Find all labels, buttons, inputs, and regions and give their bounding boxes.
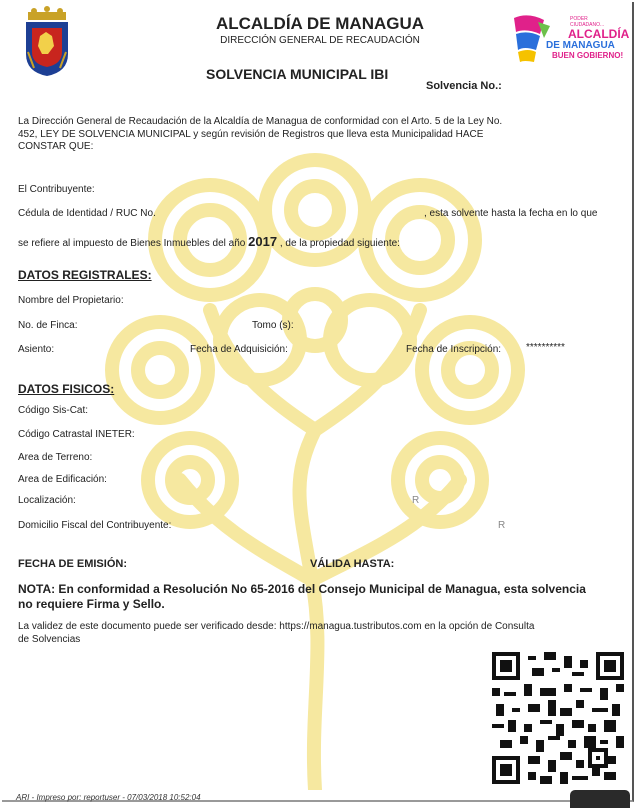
fiscal-address-residual: R xyxy=(498,520,506,531)
siscat-code-label: Código Sis-Cat: xyxy=(18,405,89,416)
solvent-text: , esta solvente hasta la fecha en lo que xyxy=(424,208,598,219)
solvency-number-label: Solvencia No.: xyxy=(426,80,502,92)
intro-paragraph xyxy=(18,116,616,154)
fiscal-address-label: Domicilio Fiscal del Contribuyente: xyxy=(18,520,172,531)
note-line-1: NOTA: En conformidad a Resolución No 65-2016 del Consejo Municipal de Managua, esta solvencia xyxy=(18,582,586,596)
managua-coat-of-arms xyxy=(22,6,72,78)
tax-text xyxy=(18,234,400,249)
print-footer: ARI - Impreso por: reportuser - 07/03/2018 10:52:04 xyxy=(16,793,201,802)
logo-line1: PODER xyxy=(570,16,588,22)
verification-qr-code xyxy=(492,652,624,784)
building-area-label: Area de Edificación: xyxy=(18,474,107,485)
viewer-corner-tab xyxy=(570,790,630,808)
tax-year: 2017 xyxy=(248,234,278,249)
farm-number-label: No. de Finca: xyxy=(18,320,78,331)
issue-date-label: FECHA DE EMISIÓN: xyxy=(18,558,127,570)
valid-until-label: VÁLIDA HASTA: xyxy=(310,558,395,570)
logo-line5: BUEN GOBIERNO! xyxy=(552,51,624,60)
department-subtitle: DIRECCIÓN GENERAL DE RECAUDACIÓN xyxy=(220,35,420,46)
taxpayer-label: El Contribuyente: xyxy=(18,184,95,195)
land-area-label: Area de Terreno: xyxy=(18,452,93,463)
resolution-note xyxy=(18,582,618,612)
acquisition-date-label: Fecha de Adquisición: xyxy=(190,344,288,355)
logo-line3: ALCALDÍA xyxy=(568,27,630,41)
verification-text xyxy=(18,621,616,646)
tax-text-label: se refiere al impuesto de Bienes Inmuebles del año xyxy=(18,238,246,249)
intro-line-2: 452, LEY DE SOLVENCIA MUNICIPAL y según revisión de Registros que lleva esta Municipalidad HACE xyxy=(18,128,484,140)
document-title: SOLVENCIA MUNICIPAL IBI xyxy=(206,66,389,82)
ineter-code-label: Código Catrastal INETER: xyxy=(18,429,135,440)
id-label: Cédula de Identidad / RUC No. xyxy=(18,208,156,219)
intro-line-3: CONSTAR QUE: xyxy=(18,141,94,152)
registry-section-title: DATOS REGISTRALES: xyxy=(18,268,152,282)
registration-date-value: ********** xyxy=(526,342,565,353)
page-title: ALCALDÍA DE MANAGUA xyxy=(215,14,425,33)
location-residual: R xyxy=(412,495,420,506)
logo-line2: CIUDADANO... xyxy=(570,22,605,28)
verify-line-1: La validez de este documento puede ser verificado desde: https://managua.tustributos.com en la opción de Consulta xyxy=(18,621,535,632)
note-line-2: no requiere Firma y Sello. xyxy=(18,597,165,611)
entry-label: Asiento: xyxy=(18,344,55,355)
volume-label: Tomo (s): xyxy=(252,320,294,331)
location-label: Localización: xyxy=(18,495,76,506)
registration-date-label: Fecha de Inscripción: xyxy=(406,344,502,355)
physical-section-title: DATOS FISICOS: xyxy=(18,382,115,396)
owner-label: Nombre del Propietario: xyxy=(18,295,124,306)
intro-line-1: La Dirección General de Recaudación de la Alcaldía de Managua de conformidad con el Arto. 5 de la Ley No. xyxy=(18,116,503,127)
alcaldia-managua-logo xyxy=(510,10,630,66)
verify-line-2: de Solvencias xyxy=(18,633,81,645)
property-text: , de la propiedad siguiente: xyxy=(279,238,400,249)
logo-line4: DE MANAGUA xyxy=(546,40,615,51)
